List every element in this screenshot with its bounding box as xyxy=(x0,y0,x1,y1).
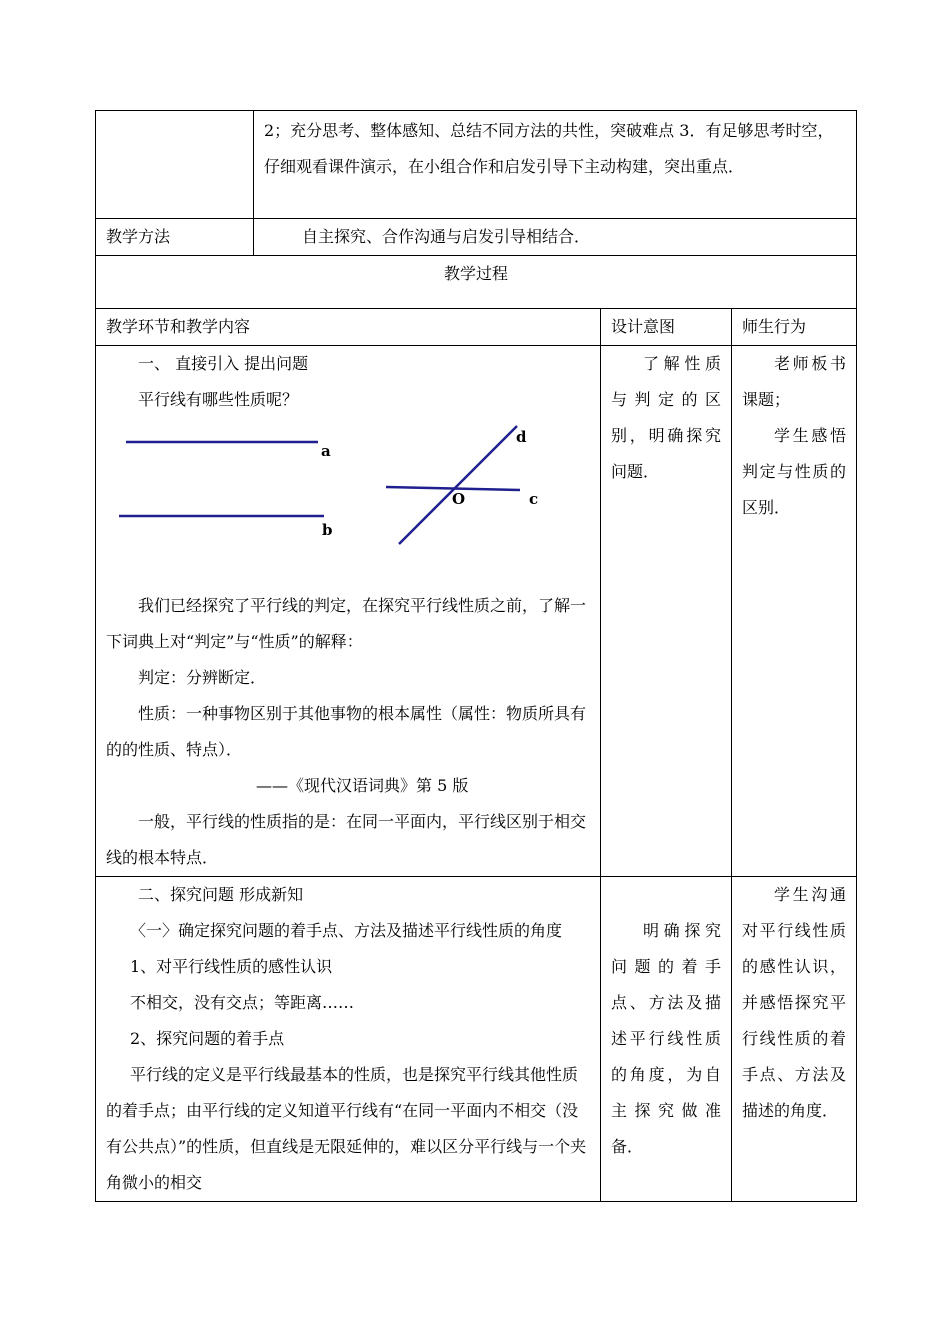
section1-intent-cell xyxy=(601,346,732,877)
section1-row xyxy=(96,346,857,877)
method-label: 教学方法 xyxy=(96,219,254,256)
goal-text: 2；充分思考、整体感知、总结不同方法的共性，突破难点 3．有足够思考时空，仔细观看课件演示，在小组合作和启发引导下主动构建，突出重点． xyxy=(264,121,834,176)
section2-item2: 2、探究问题的着手点 xyxy=(130,1029,285,1048)
header-behavior: 师生行为 xyxy=(732,309,857,346)
section1-content xyxy=(96,346,601,877)
section1-behavior1: 老师板书课题； xyxy=(742,354,847,409)
goal-text-cell xyxy=(254,111,857,219)
figure-svg xyxy=(106,418,596,588)
parallel-lines-figure xyxy=(106,418,590,588)
section1-behavior-cell xyxy=(732,346,857,877)
section2-item1: 1、对平行线性质的感性认识 xyxy=(130,957,333,976)
label-a: a xyxy=(321,442,331,460)
section1-p2: 判定：分辨断定． xyxy=(138,668,267,687)
section2-item1-text: 不相交，没有交点；等距离…… xyxy=(130,993,355,1012)
section2-intent: 明确探究问题的着手点、方法及描述平行线性质的角度，为自主探究做准备． xyxy=(611,921,721,1156)
line-d xyxy=(399,426,517,544)
header-content: 教学环节和教学内容 xyxy=(96,309,601,346)
section1-p3: 性质：一种事物区别于其他事物的根本属性（属性：物质所具有的的性质、特点）． xyxy=(106,704,587,759)
section1-question: 平行线有哪些性质呢？ xyxy=(138,390,299,409)
section2-behavior-cell xyxy=(732,877,857,1202)
section2-p1: 平行线的定义是平行线最基本的性质，也是探究平行线其他性质的着手点；由平行线的定义知道平行线有“在同一平面内不相交（没有公共点）”的性质，但直线是无限延伸的，难以区分平行线与一个夹角微小的相交 xyxy=(106,1065,587,1192)
label-o: O xyxy=(452,490,466,508)
section1-p4: 一般，平行线的性质指的是：在同一平面内，平行线区别于相交线的根本特点． xyxy=(106,812,587,867)
goal-row xyxy=(96,111,857,219)
section2-row xyxy=(96,877,857,1202)
section1-intent: 了解性质与判定的区别，明确探究问题． xyxy=(611,354,721,481)
method-value: 自主探究、合作沟通与启发引导相结合． xyxy=(302,227,591,246)
header-intent: 设计意图 xyxy=(601,309,732,346)
section1-behavior2: 学生感悟判定与性质的区别． xyxy=(742,426,847,517)
header-row xyxy=(96,309,857,346)
process-title-row xyxy=(96,256,857,309)
section2-behavior: 学生沟通对平行线性质的感性认识，并感悟探究平行线性质的着手点、方法及描述的角度． xyxy=(742,885,847,1120)
section1-p1: 我们已经探究了平行线的判定，在探究平行线性质之前，了解一下词典上对“判定”与“性质”的解释： xyxy=(106,596,587,651)
section1-source: ——《现代汉语词典》第 5 版 xyxy=(256,776,469,795)
method-value-cell xyxy=(254,219,857,256)
lesson-plan-table xyxy=(95,110,857,1202)
goal-label-cell xyxy=(96,111,254,219)
section2-intent-cell xyxy=(601,877,732,1202)
label-b: b xyxy=(322,521,333,539)
process-title: 教学过程 xyxy=(96,256,857,309)
section2-sub1: 〈一〉确定探究问题的着手点、方法及描述平行线性质的角度 xyxy=(130,921,563,940)
label-d: d xyxy=(516,428,527,446)
section1-heading: 一、 直接引入 提出问题 xyxy=(138,354,309,373)
section2-heading: 二、探究问题 形成新知 xyxy=(138,885,304,904)
label-c: c xyxy=(529,490,539,508)
section2-content xyxy=(96,877,601,1202)
method-row xyxy=(96,219,857,256)
